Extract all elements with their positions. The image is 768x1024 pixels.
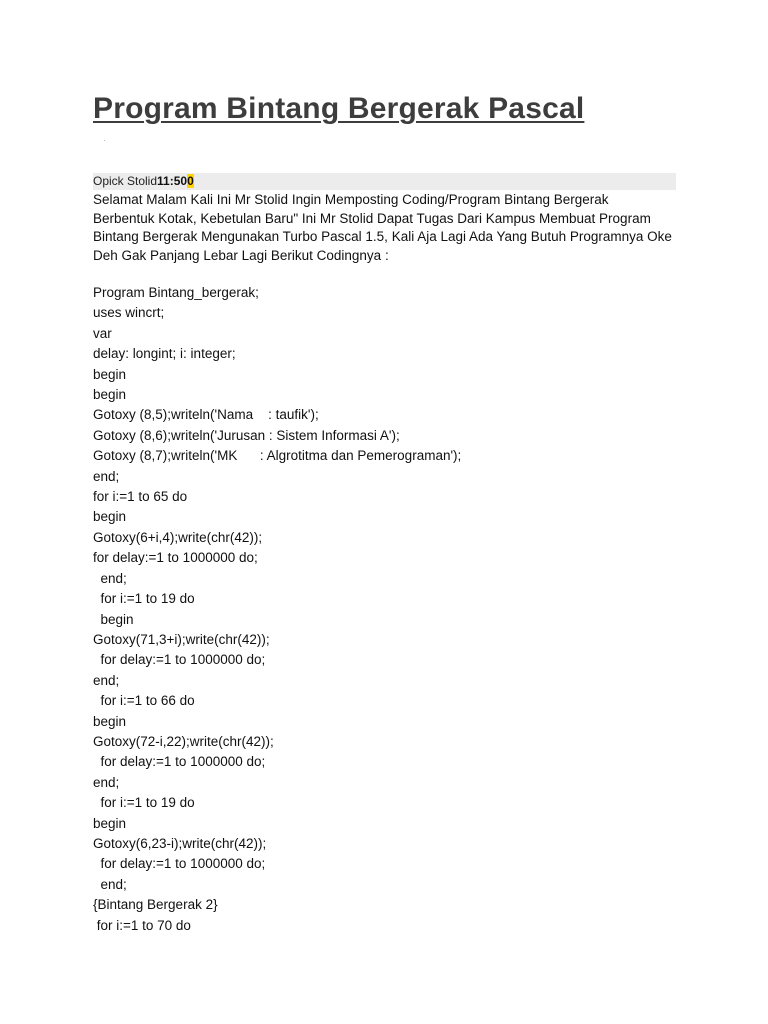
code-block bbox=[93, 283, 693, 936]
post-meta-bar bbox=[93, 173, 676, 190]
post-intro bbox=[93, 191, 683, 265]
code-line: {Bintang Bergerak 2} bbox=[93, 897, 218, 913]
code-line: begin bbox=[93, 815, 127, 831]
code-line: var bbox=[93, 325, 112, 341]
code-line: for delay:=1 to 1000000 do; bbox=[93, 652, 266, 668]
post-author[interactable]: Opick Stolid bbox=[93, 174, 158, 188]
code-line: end; bbox=[93, 672, 120, 688]
intro-line: Bintang Bergerak Mengunakan Turbo Pascal 1.5, Kali Aja Lagi Ada Yang Butuh Programnya Oke bbox=[93, 229, 672, 244]
code-line: Gotoxy (8,5);writeln('Nama : taufik'); bbox=[93, 407, 319, 423]
code-line: begin bbox=[93, 387, 127, 403]
post-time[interactable]: 11:50 bbox=[157, 174, 188, 188]
code-line: begin bbox=[93, 366, 127, 382]
intro-line: Berbentuk Kotak, Kebetulan Baru" Ini Mr Stolid Dapat Tugas Dari Kampus Membuat Program bbox=[93, 210, 651, 226]
post-time-highlight: 0 bbox=[187, 174, 194, 188]
code-line: Gotoxy (8,6);writeln('Jurusan : Sistem Informasi A'); bbox=[93, 427, 400, 443]
code-line: begin bbox=[93, 611, 134, 627]
code-line: Gotoxy(6+i,4);write(chr(42)); bbox=[93, 529, 263, 545]
code-line: end; bbox=[93, 774, 120, 790]
code-line: for i:=1 to 70 do bbox=[93, 917, 191, 933]
code-line: Gotoxy(6,23-i);write(chr(42)); bbox=[93, 835, 267, 851]
code-line: for i:=1 to 65 do bbox=[93, 489, 188, 505]
code-line: uses wincrt; bbox=[93, 305, 165, 321]
code-line: delay: longint; i: integer; bbox=[93, 346, 236, 362]
intro-line: Selamat Malam Kali Ini Mr Stolid Ingin Memposting Coding/Program Bintang Bergerak bbox=[93, 192, 609, 207]
code-line: for delay:=1 to 1000000 do; bbox=[93, 856, 266, 872]
separator-dot: · bbox=[103, 136, 106, 145]
code-line: begin bbox=[93, 509, 127, 525]
code-line: for delay:=1 to 1000000 do; bbox=[93, 754, 266, 770]
code-line: end; bbox=[93, 876, 127, 892]
intro-line: Deh Gak Panjang Lebar Lagi Berikut Codingnya : bbox=[93, 247, 389, 263]
code-line: Gotoxy(72-i,22);write(chr(42)); bbox=[93, 733, 274, 749]
code-line: begin bbox=[93, 713, 127, 729]
code-line: for delay:=1 to 1000000 do; bbox=[93, 550, 258, 566]
code-line: Gotoxy(71,3+i);write(chr(42)); bbox=[93, 631, 270, 647]
code-line: for i:=1 to 66 do bbox=[93, 693, 195, 709]
code-line: Gotoxy (8,7);writeln('MK : Algrotitma dan Pemerograman'); bbox=[93, 448, 462, 464]
post-title[interactable]: Program Bintang Bergerak Pascal bbox=[93, 92, 585, 125]
code-line: end; bbox=[93, 570, 127, 586]
code-line: for i:=1 to 19 do bbox=[93, 591, 195, 607]
code-line: for i:=1 to 19 do bbox=[93, 795, 195, 811]
code-line: end; bbox=[93, 468, 120, 484]
code-line: Program Bintang_bergerak; bbox=[93, 285, 259, 300]
